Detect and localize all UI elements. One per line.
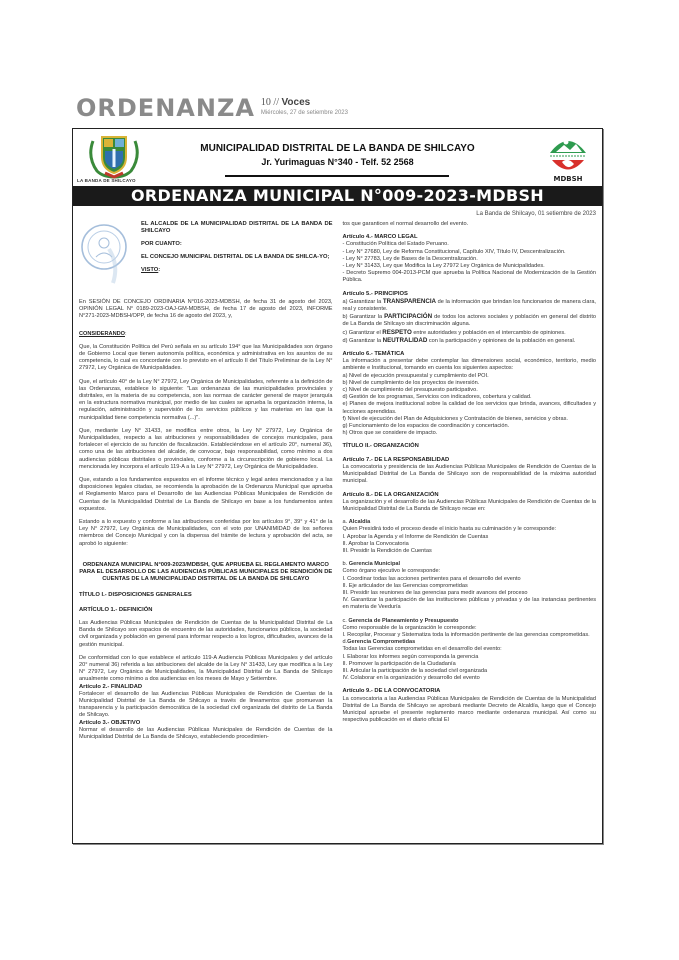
list-item: e) Planes de mejora institucional sobre la calidad de los servicios que brinda, avances, dificultades y lecciones aprendidas. bbox=[342, 401, 596, 415]
considerando-paragraph: Estando a lo expuesto y conforme a las atribuciones conferidas por los artículos 9°, 39° y 41° de la Ley N° 27972, Ley Orgánica de Municipalidades, con el voto por UNANIMIDAD de los señores miembros del Concejo Municipal y con la dispensa del trámite de lectura y aprobación del acta, se aprobó lo siguiente: bbox=[79, 519, 333, 547]
official-seal-icon bbox=[79, 219, 129, 285]
thematic-list bbox=[343, 373, 597, 438]
visto-colon: : bbox=[158, 267, 161, 273]
list-item: I. Recopilar, Procesar y Sistematiza toda la información pertinente de las gerencias comprometidas. bbox=[342, 631, 590, 638]
article-9-heading: Artículo 9.- DE LA CONVOCATORIA bbox=[342, 688, 441, 695]
article-8-text: La organización y el desarrollo de las Audiencias Públicas Municipales de Rendición de Cuentas de la Municipalidad Distrital de La Banda de Shilcayo recae en: bbox=[342, 498, 596, 512]
visto-label: VISTO bbox=[141, 267, 159, 273]
article-4-heading: Artículo 4.- MARCO LEGAL bbox=[342, 234, 418, 241]
article-2-text: Fortalecer el desarrollo de las Audiencias Públicas Municipales de Rendición de Cuentas de la Municipalidad Distrital de La Banda de Shilcayo a través de lineamentos que promuevan la transparencia y la participación democrática de la sociedad civil organizada del distrito de La Banda de Shilcayo. bbox=[79, 690, 333, 719]
list-item: a) Nivel de ejecución presupuestal y cumplimiento del POI. bbox=[342, 372, 489, 379]
article-3-text: Normar el desarrollo de las Audiencias Públicas Municipales de Rendición de Cuentas de la Municipalidad Distrital de La Banda de Shilcayo, estableciendo procedimien- bbox=[79, 726, 333, 740]
list-item: II. Promover la participación de la Ciudadanía bbox=[342, 660, 456, 667]
page-separator: // bbox=[273, 97, 279, 108]
intro-block bbox=[79, 221, 333, 299]
titulo-2-heading: TÍTULO II.- ORGANIZACIÓN bbox=[342, 443, 419, 450]
article-6-intro: La información a presentar debe contemplar las dimensiones social, económico, territorio, medio ambiente e Institucional, tomando en cuenta los siguientes aspectos: bbox=[342, 358, 596, 372]
org-title: Gerencia de Planeamiento y Presupuesto bbox=[348, 617, 459, 624]
list-item: b) Nivel de cumplimiento de los proyectos de inversión. bbox=[342, 379, 480, 386]
list-item: - Constitución Política del Estado Peruano. bbox=[342, 241, 449, 248]
visto-text: En SESIÓN DE CONCEJO ORDINARIA N°016-2023-MDBSH, de fecha 31 de agosto del 2023, OPINIÓN LEGAL N° 0189-2023-OAJ-GM-MDBSH, de fecha 17 de agosto del 2023, INFORME N°271-2023-MDBSH/OPP, de fecha 16 de agosto del 2023, y, bbox=[79, 299, 333, 320]
list-item: I. Aprobar la Agenda y el Informe de Rendición de Cuentas bbox=[342, 533, 489, 540]
list-item: IV. Colaborar en la organización y desarrollo del evento bbox=[342, 675, 480, 682]
principles-list bbox=[343, 298, 597, 345]
logo-text: MDBSH bbox=[553, 175, 583, 183]
dateline: La Banda de Shilcayo, 01 setiembre de 2023 bbox=[476, 211, 596, 217]
org-gerencia-municipal: b. Gerencia Municipal Como órgano ejecutivo le corresponde: I. Coordinar todas las acciones pertinentes para el desarrollo del evento II. Eje articulador de las Gerencias comprometidas III. Presidir las reuniones de las gerencias para medir avances del proceso IV. Garantizar la participación de las instituciones públicas y privadas y de las instancias pertinentes en materia de Veeduría bbox=[342, 561, 596, 611]
list-item: f) Nivel de ejecución del Plan de Adquisiciones y Contratación de bienes, servicios y obras. bbox=[342, 415, 568, 422]
list-item: g) Funcionamiento de los espacios de coordinación y concertación. bbox=[342, 423, 510, 430]
list-item: II. Eje articulador de las Gerencias comprometidas bbox=[342, 582, 468, 589]
list-item: d) Garantizar la NEUTRALIDAD con la participación y opiniones de la población en general. bbox=[342, 336, 576, 344]
list-item: c) Nivel de cumplimiento del presupuesto participativo. bbox=[342, 387, 478, 394]
considerando-colon: : bbox=[125, 330, 127, 337]
ordinance-title: ORDENANZA MUNICIPAL N°009-2023/MDBSH, QUE APRUEBA EL REGLAMENTO MARCO PARA EL DESARROLLO DE LAS AUDIENCIAS PÚBLICAS MUNICIPALES DE RENDICIÓN DE CUENTAS DE LA MUNICIPALIDAD DISTRITAL DE LA BANDA DE SHILCAYO bbox=[79, 561, 333, 583]
article-5-heading: Artículo 5.- PRINCIPIOS bbox=[342, 290, 408, 297]
legal-framework-list bbox=[343, 241, 597, 284]
ordinance-notice bbox=[72, 128, 603, 844]
mdbsh-logo-icon bbox=[544, 133, 592, 183]
header-divider bbox=[225, 175, 449, 177]
masthead bbox=[76, 96, 348, 120]
notice-body bbox=[73, 221, 602, 741]
considerando-paragraph: Que, mediante Ley N° 31433, se modifica entre otros, la Ley N° 27972, Ley Orgánica de Municipalidades, respecto a las atribuciones y responsabilidades de concejos municipales, para fortalecer el ejercicio de su función de fiscalización. Estableciéndose en el artículo 20°, numeral 36), como una de las atribuciones del alcalde, de convocar, bajo responsabilidad, como mínimo a dos audiencias públicas distritales o provinciales, conforme a la circunscripción de gobierno local. La mencionada ley incorpora el artículo 119-A a la Ley N° 27972, Ley Orgánica de Municipalidades. bbox=[79, 427, 333, 470]
municipal-crest-icon bbox=[85, 133, 143, 179]
org-title: Gerencia Municipal bbox=[348, 561, 401, 568]
list-item: II. Aprobar la Convocatoria bbox=[342, 540, 409, 547]
org-gerencias-comprometidas: d.Gerencia Comprometidas Todas las Gerencias comprometidas en el desarrollo del evento: I. Elaborar los informes según corresponda la gerencia II. Promover la participación de la Ciudadanía III. Articular la participación de la sociedad civil organizada IV. Colaborar en la organización y desarrollo del evento bbox=[343, 639, 597, 682]
considerando-paragraph: Que, estando a los fundamentos expuestos en el informe técnico y legal antes mencionados y a las disposiciones legales citadas, se recomienda la aprobación de la Ordenanza Municipal que aprueba el Reglamento Marco para el Desarrollo de las Audiencias Públicas Municipales de Rendición de Cuentas de la Municipalidad Distrital de La Banda de Shilcayo en base a los fundamentos antes expuestos. bbox=[79, 477, 333, 512]
article-2-heading: Artículo 2.- FINALIDAD bbox=[79, 683, 143, 690]
list-item: d) Gestión de los programas, Servicios con indicadores, cobertura y calidad. bbox=[342, 394, 532, 401]
list-item: h) Otros que se considere de impacto. bbox=[342, 430, 438, 437]
ordinance-banner: ORDENANZA MUNICIPAL N°009-2023-MDBSH bbox=[73, 186, 602, 206]
list-item: IV. Garantizar la participación de las instituciones públicas y privadas y de las instancias pertinentes en materia de Veeduría bbox=[342, 597, 596, 611]
notice-header bbox=[73, 129, 602, 186]
masthead-meta bbox=[261, 98, 348, 120]
org-planeamiento: c. Gerencia de Planeamiento y Presupuesto Como responsable de la organización le corresponde: I. Recopilar, Procesar y Sistematiza toda la información pertinente de las gerencias comprometidas. bbox=[343, 618, 597, 640]
intro-mayor: EL ALCALDE DE LA MUNICIPALIDAD DISTRITAL DE LA BANDA DE SHILCAYO bbox=[141, 221, 333, 234]
considerando-label: CONSIDERANDO bbox=[79, 330, 125, 337]
publication-name: Voces bbox=[281, 97, 311, 108]
article-6-heading: Artículo 6.- TEMÁTICA bbox=[342, 351, 405, 358]
article-1-text: De conformidad con lo que establece el artículo 119-A Audiencia Públicas Municipales y del artículo 20° numeral 36) referida a las atribuciones del alcalde de la Ley N° 31433, Ley que modifica a la Ley N° 27972, Ley Orgánica de Municipalidades, la Municipalidad Distrital de La Banda de Shilcayo anualmente como mínimo a dos audiencias en los meses de Mayo y Setiembre. bbox=[79, 654, 333, 683]
list-item: c) Garantizar el RESPETO entre autoridades y población en el intercambio de opiniones. bbox=[342, 328, 566, 336]
list-item: - Decreto Supremo 004-2013-PCM que aprueba la Política Nacional de Modernización de la Gestión Pública. bbox=[342, 270, 596, 284]
list-item: a) Garantizar la TRANSPARENCIA de la información que brindan los funcionarios de manera clara, real y consistente. bbox=[342, 297, 596, 313]
intro-por-cuanto: POR CUANTO: bbox=[141, 241, 182, 247]
page-number: 10 bbox=[260, 97, 271, 108]
titulo-1-heading: TÍTULO I.- DISPOSICIONES GENERALES bbox=[79, 591, 192, 598]
considerando-paragraph: Que, la Constitución Política del Perú señala en su artículo 194° que las Municipalidades son órgano de Gobierno Local que tienen autonomía política, económica y administrativa en los asuntos de su competencia, lo cual es concordante con lo previsto en el artículo II del Título Preliminar de la Ley N° 27972, Ley Orgánica de Municipalidades. bbox=[79, 343, 333, 372]
left-column bbox=[79, 221, 333, 741]
article-7-heading: Artículo 7.- DE LA RESPONSABILIDAD bbox=[342, 456, 450, 463]
publication-date: Miércoles, 27 de setiembre 2023 bbox=[260, 110, 348, 116]
section-title: ORDENANZA bbox=[76, 94, 255, 122]
org-title: Alcaldía bbox=[348, 519, 371, 526]
list-item: III. Presidir la Rendición de Cuentas bbox=[342, 547, 432, 554]
continuation-text: tos que garanticen el normal desarrollo del evento. bbox=[342, 221, 469, 227]
list-item: b) Garantizar la PARTICIPACIÓN de todos los actores sociales y población en general del distrito de La Banda de Shilcayo sin discriminación alguna. bbox=[342, 313, 596, 328]
list-item: - Ley N° 27680, Ley de Reforma Constitucional, Capítulo XIV, Título IV, Descentralización. bbox=[342, 248, 566, 255]
crest-caption: LA BANDA DE SHILCAYO bbox=[77, 178, 136, 183]
list-item: I. Elaborar los informes según corresponda la gerencia bbox=[342, 653, 479, 660]
right-column bbox=[343, 221, 597, 741]
municipality-name: MUNICIPALIDAD DISTRITAL DE LA BANDA DE SHILCAYO bbox=[200, 143, 475, 154]
page-info bbox=[261, 98, 348, 108]
org-title: Gerencia Comprometidas bbox=[347, 639, 416, 646]
considerando-paragraph: Que, el artículo 40° de la Ley N° 27972, Ley Orgánica de Municipalidades, referente a la definición de las Ordenanzas, establece lo siguiente: "Las ordenanzas de las municipalidades provinciales y distritales, en la materia de su competencia, son las normas de carácter general de mayor jerarquía en la estructura normativa municipal, por medio de las cuales se aprueba la organización interna, la regulación, administración y supervisión de los servicios públicos y las materias en las que la municipalidad tiene competencia normativa (...)". bbox=[79, 378, 333, 421]
list-item: - Ley N° 27783, Ley de Bases de la Descentralización. bbox=[342, 255, 478, 262]
article-7-text: La convocatoria y presidencia de las Audiencias Públicas Municipales de Rendición de Cuentas de la Municipalidad Distrital de La Banda de Shilcayo son de responsabilidad de la máxima autoridad municipal. bbox=[342, 463, 596, 485]
list-item: - Ley N° 31433, Ley que Modifica la Ley 27972 Ley Orgánica de Municipalidades. bbox=[342, 263, 545, 270]
article-1-text: Las Audiencias Públicas Municipales de Rendición de Cuentas de la Municipalidad Distrital de La Banda de Shilcayo son espacios de encuentro de las autoridades, funcionarios públicos, la sociedad civil organizada y población en general para informar respecto a los logros, dificultades, avances de la gestión municipal. bbox=[79, 619, 333, 648]
org-alcaldia: a. Alcaldía Quien Presidirá todo el proceso desde el inicio hasta su culminación y le corresponde: I. Aprobar la Agenda y el Informe de Rendición de Cuentas II. Aprobar la Convocatoria III. Presidir la Rendición de Cuentas bbox=[343, 519, 597, 555]
list-item: I. Coordinar todas las acciones pertinentes para el desarrollo del evento bbox=[342, 575, 521, 582]
list-item: III. Articular la participación de la sociedad civil organizada bbox=[342, 667, 488, 674]
article-1-heading: ARTÍCULO 1.- DEFINICIÓN bbox=[79, 606, 153, 613]
article-9-text: La convocatoria a las Audiencias Públicas Municipales de Rendición de Cuentas de la Municipalidad Distrital de La Banda de Shilcayo se aprobará mediante Decreto de Alcaldía, luego que el Concejo Municipal apruebe el presente reglamento marco mediante ordenanza municipal. Así como su respectiva publicación en el diario oficial El bbox=[342, 695, 596, 724]
municipality-address: Jr. Yurimaguas N°340 - Telf. 52 2568 bbox=[261, 157, 414, 167]
article-3-heading: Artículo 3.- OBJETIVO bbox=[79, 719, 141, 726]
intro-concejo: EL CONCEJO MUNICIPAL DISTRITAL DE LA BANDA DE SHILCA-YO; bbox=[141, 254, 330, 260]
list-item: III. Presidir las reuniones de las gerencias para medir avances del proceso bbox=[342, 589, 528, 596]
article-8-heading: Artículo 8.- DE LA ORGANIZACIÓN bbox=[342, 491, 439, 498]
